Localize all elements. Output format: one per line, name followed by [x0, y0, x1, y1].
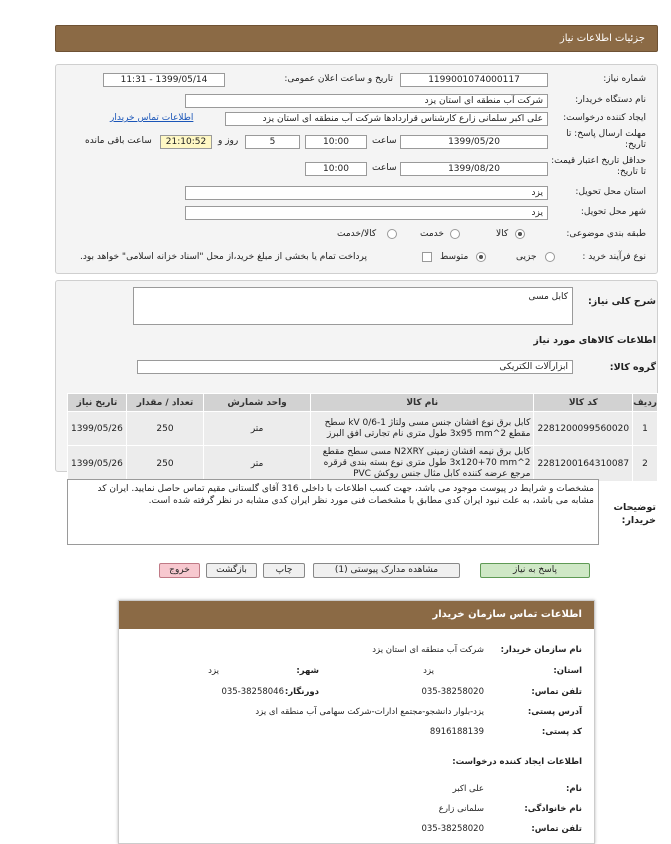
cell-unit: متر [204, 412, 311, 446]
items-table [67, 393, 658, 482]
cell-qty: 250 [126, 446, 203, 482]
contact-phone-value: 035-38258020 [421, 687, 484, 697]
buyer-notes-label: توضیحات خریدار: [613, 502, 656, 526]
contact-fax-label: دورنگار: [284, 687, 319, 697]
contact-city-value: یزد [208, 666, 219, 676]
goods-info-heading: اطلاعات کالاهای مورد نیاز [533, 335, 656, 346]
validity-time-field: 10:00 [305, 162, 367, 176]
creator-phone-value: 035-38258020 [421, 824, 484, 834]
validity-date-field: 1399/08/20 [400, 162, 548, 176]
cell-index: 1 [633, 412, 658, 446]
category-radio-service[interactable] [450, 229, 460, 239]
reply-button[interactable]: پاسخ به نیاز [480, 563, 590, 578]
need-title-field: کابل مسی [133, 287, 573, 325]
creator-heading: اطلاعات ایجاد کننده درخواست: [452, 757, 582, 767]
deadline-date-field: 1399/05/20 [400, 135, 548, 149]
purchase-type-label: نوع فرآیند خرید : [582, 252, 646, 262]
contact-city-label: شهر: [296, 666, 319, 676]
category-option-both: کالا/خدمت [337, 229, 377, 239]
province-label: استان محل تحویل: [575, 187, 646, 197]
creator-name-label: نام: [565, 784, 582, 794]
col-unit: واحد شمارش [204, 394, 311, 412]
creator-name-value: علی اکبر [452, 784, 484, 794]
items-table-wrap [67, 393, 658, 482]
category-radio-goods[interactable] [515, 229, 525, 239]
cell-index: 2 [633, 446, 658, 482]
creator-family-value: سلمانی زارع [438, 804, 484, 814]
need-number-label: شماره نیاز: [603, 74, 646, 84]
province-field: یزد [185, 186, 548, 200]
purchase-radio-minor[interactable] [545, 252, 555, 262]
cell-code: 2281200099560020 [534, 412, 633, 446]
contact-postal-value: 8916188139 [429, 727, 484, 737]
payment-checkbox[interactable] [422, 252, 432, 262]
contact-postal-label: کد پستی: [541, 727, 582, 737]
contact-fax-value: 035-38258046 [221, 687, 284, 697]
table-row [68, 412, 658, 446]
creator-family-label: نام خانوادگی: [524, 804, 582, 814]
contact-card [118, 600, 595, 844]
purchase-option-medium: متوسط [440, 252, 469, 262]
buyer-org-field: شرکت آب منطقه ای استان یزد [185, 94, 548, 108]
cell-date: 1399/05/26 [68, 412, 127, 446]
col-name: نام کالا [311, 394, 534, 412]
col-code: کد کالا [534, 394, 633, 412]
table-row [68, 446, 658, 482]
purchase-radio-medium[interactable] [476, 252, 486, 262]
need-number-field: 1199001074000117 [400, 73, 548, 87]
contact-org-label: نام سازمان خریدار: [500, 645, 582, 655]
goods-group-field: ابزارآلات الکتریکی [137, 360, 573, 374]
buyer-contact-link[interactable]: اطلاعات تماس خریدار [110, 113, 194, 123]
contact-phone-label: تلفن تماس: [531, 687, 582, 697]
contact-province-label: استان: [553, 666, 582, 676]
announce-label: تاریخ و ساعت اعلان عمومی: [284, 74, 393, 84]
days-field: 5 [245, 135, 300, 149]
purchase-option-minor: جزیی [516, 252, 537, 262]
validity-time-label: ساعت [372, 163, 397, 173]
deadline-label: مهلت ارسال پاسخ: تا تاریخ: [566, 129, 646, 150]
city-label: شهر محل تحویل: [580, 207, 646, 217]
back-button[interactable]: بازگشت [206, 563, 257, 578]
days-label: روز و [218, 136, 239, 146]
deadline-time-label: ساعت [372, 136, 397, 146]
announce-field: 1399/05/14 - 11:31 [103, 73, 225, 87]
cell-code: 2281200164310087 [534, 446, 633, 482]
category-label: طبقه بندی موضوعی: [566, 229, 646, 239]
category-option-service: خدمت [420, 229, 444, 239]
validity-label: حداقل تاریخ اعتبار قیمت: تا تاریخ: [551, 156, 646, 177]
creator-field: علی اکبر سلمانی زارع کارشناس قراردادها شرکت آب منطقه ای استان یزد [225, 112, 548, 126]
print-button[interactable]: چاپ [263, 563, 305, 578]
cell-name: کابل برق نوع افشان جنس مسی ولتاژ kV 0/6-1 سطح مقطع 3x95 mm^2 طول متری نام تجارتی افق البرز [311, 412, 534, 446]
creator-phone-label: تلفن تماس: [531, 824, 582, 834]
contact-card-header [119, 601, 594, 629]
remaining-time-field: 21:10:52 [160, 135, 212, 149]
attachments-button[interactable]: مشاهده مدارک پیوستی (1) [313, 563, 460, 578]
col-date: تاریخ نیاز [68, 394, 127, 412]
need-title-label: شرح کلی نیاز: [587, 296, 656, 307]
remaining-label: ساعت باقی مانده [85, 136, 152, 146]
creator-label: ایجاد کننده درخواست: [563, 113, 646, 123]
category-radio-both[interactable] [387, 229, 397, 239]
buyer-notes-field: مشخصات و شرایط در پیوست موجود می باشد، جهت کسب اطلاعات با داخلی 316 آقای گلستانی مقیم تماس حاصل نمایید. ایران کد مشابه می باشد، به علت نبود ایران کدی مطابق با مشخصات فنی مورد نظر ایران کدی مشابه در نظر گرفته شده است. [67, 479, 599, 545]
col-index: ردیف [633, 394, 658, 412]
deadline-time-field: 10:00 [305, 135, 367, 149]
contact-province-value: یزد [423, 666, 434, 676]
cell-unit: متر [204, 446, 311, 482]
category-option-goods: کالا [496, 229, 509, 239]
cell-name: کابل برق نیمه افشان زمینی N2XRY مسی سطح مقطع 3x120+70 mm^2 طول متری نوع بسته بندی قرقره مرجع عرضه کننده کابل مثال جنس روکش PVC [311, 446, 534, 482]
cell-qty: 250 [126, 412, 203, 446]
col-qty: تعداد / مقدار [126, 394, 203, 412]
contact-card-title: اطلاعات تماس سازمان خریدار [432, 609, 582, 620]
contact-org-value: شرکت آب منطقه ای استان یزد [372, 645, 484, 655]
page-header [55, 25, 658, 52]
contact-address-value: یزد-بلوار دانشجو-مجتمع ادارات-شرکت سهامی آب منطقه ای یزد [255, 707, 484, 717]
goods-group-label: گروه کالا: [609, 362, 656, 373]
buyer-org-label: نام دستگاه خریدار: [575, 95, 646, 105]
exit-button[interactable]: خروج [159, 563, 200, 578]
cell-date: 1399/05/26 [68, 446, 127, 482]
payment-note: پرداخت تمام یا بخشی از مبلغ خرید،از محل "اسناد خزانه اسلامی" خواهد بود. [80, 252, 368, 262]
contact-address-label: آدرس پستی: [527, 707, 582, 717]
city-field: یزد [185, 206, 548, 220]
page-title: جزئیات اطلاعات نیاز [559, 33, 645, 44]
